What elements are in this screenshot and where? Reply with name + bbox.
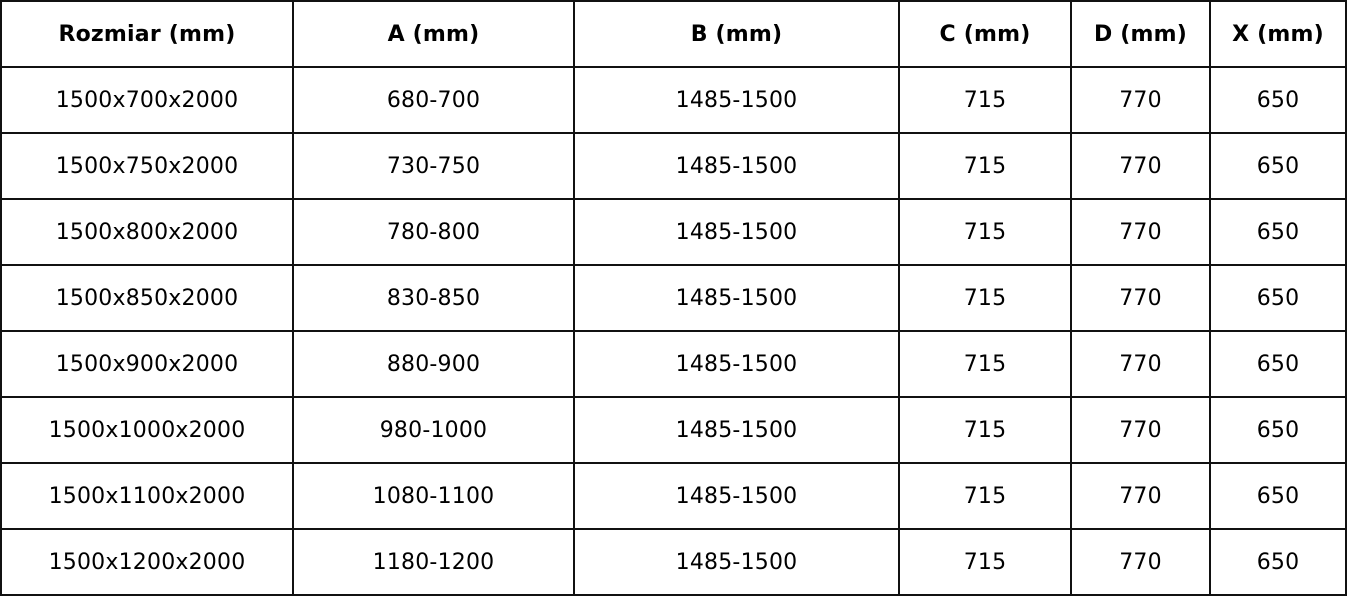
cell-a: 880-900 [293,331,574,397]
table-row [1,331,1346,397]
table-row [1,265,1346,331]
table-header-row [1,1,1346,67]
cell-x: 650 [1210,463,1346,529]
cell-a: 980-1000 [293,397,574,463]
table-row [1,199,1346,265]
cell-b: 1485-1500 [574,463,899,529]
cell-rozmiar: 1500x850x2000 [1,265,293,331]
cell-a: 830-850 [293,265,574,331]
table-row [1,529,1346,595]
cell-x: 650 [1210,331,1346,397]
cell-d: 770 [1071,529,1210,595]
cell-a: 680-700 [293,67,574,133]
cell-rozmiar: 1500x1100x2000 [1,463,293,529]
cell-a: 1180-1200 [293,529,574,595]
cell-x: 650 [1210,529,1346,595]
cell-b: 1485-1500 [574,265,899,331]
cell-c: 715 [899,199,1071,265]
cell-rozmiar: 1500x750x2000 [1,133,293,199]
cell-d: 770 [1071,67,1210,133]
column-header-x: X (mm) [1210,1,1346,67]
table-row [1,463,1346,529]
cell-a: 780-800 [293,199,574,265]
cell-c: 715 [899,67,1071,133]
column-header-rozmiar: Rozmiar (mm) [1,1,293,67]
cell-c: 715 [899,397,1071,463]
column-header-c: C (mm) [899,1,1071,67]
cell-c: 715 [899,463,1071,529]
cell-b: 1485-1500 [574,67,899,133]
cell-d: 770 [1071,199,1210,265]
cell-rozmiar: 1500x1000x2000 [1,397,293,463]
cell-a: 730-750 [293,133,574,199]
cell-b: 1485-1500 [574,331,899,397]
cell-c: 715 [899,331,1071,397]
cell-a: 1080-1100 [293,463,574,529]
cell-x: 650 [1210,397,1346,463]
cell-c: 715 [899,265,1071,331]
cell-b: 1485-1500 [574,133,899,199]
cell-b: 1485-1500 [574,199,899,265]
cell-x: 650 [1210,67,1346,133]
column-header-a: A (mm) [293,1,574,67]
cell-rozmiar: 1500x900x2000 [1,331,293,397]
cell-c: 715 [899,133,1071,199]
cell-d: 770 [1071,265,1210,331]
table-row [1,133,1346,199]
cell-x: 650 [1210,133,1346,199]
cell-b: 1485-1500 [574,529,899,595]
table-body [1,67,1346,595]
cell-d: 770 [1071,331,1210,397]
cell-d: 770 [1071,397,1210,463]
column-header-d: D (mm) [1071,1,1210,67]
cell-rozmiar: 1500x1200x2000 [1,529,293,595]
cell-x: 650 [1210,199,1346,265]
cell-b: 1485-1500 [574,397,899,463]
cell-c: 715 [899,529,1071,595]
table-header [1,1,1346,67]
cell-rozmiar: 1500x700x2000 [1,67,293,133]
cell-d: 770 [1071,463,1210,529]
cell-x: 650 [1210,265,1346,331]
table-row [1,397,1346,463]
table-row [1,67,1346,133]
cell-d: 770 [1071,133,1210,199]
column-header-b: B (mm) [574,1,899,67]
cell-rozmiar: 1500x800x2000 [1,199,293,265]
